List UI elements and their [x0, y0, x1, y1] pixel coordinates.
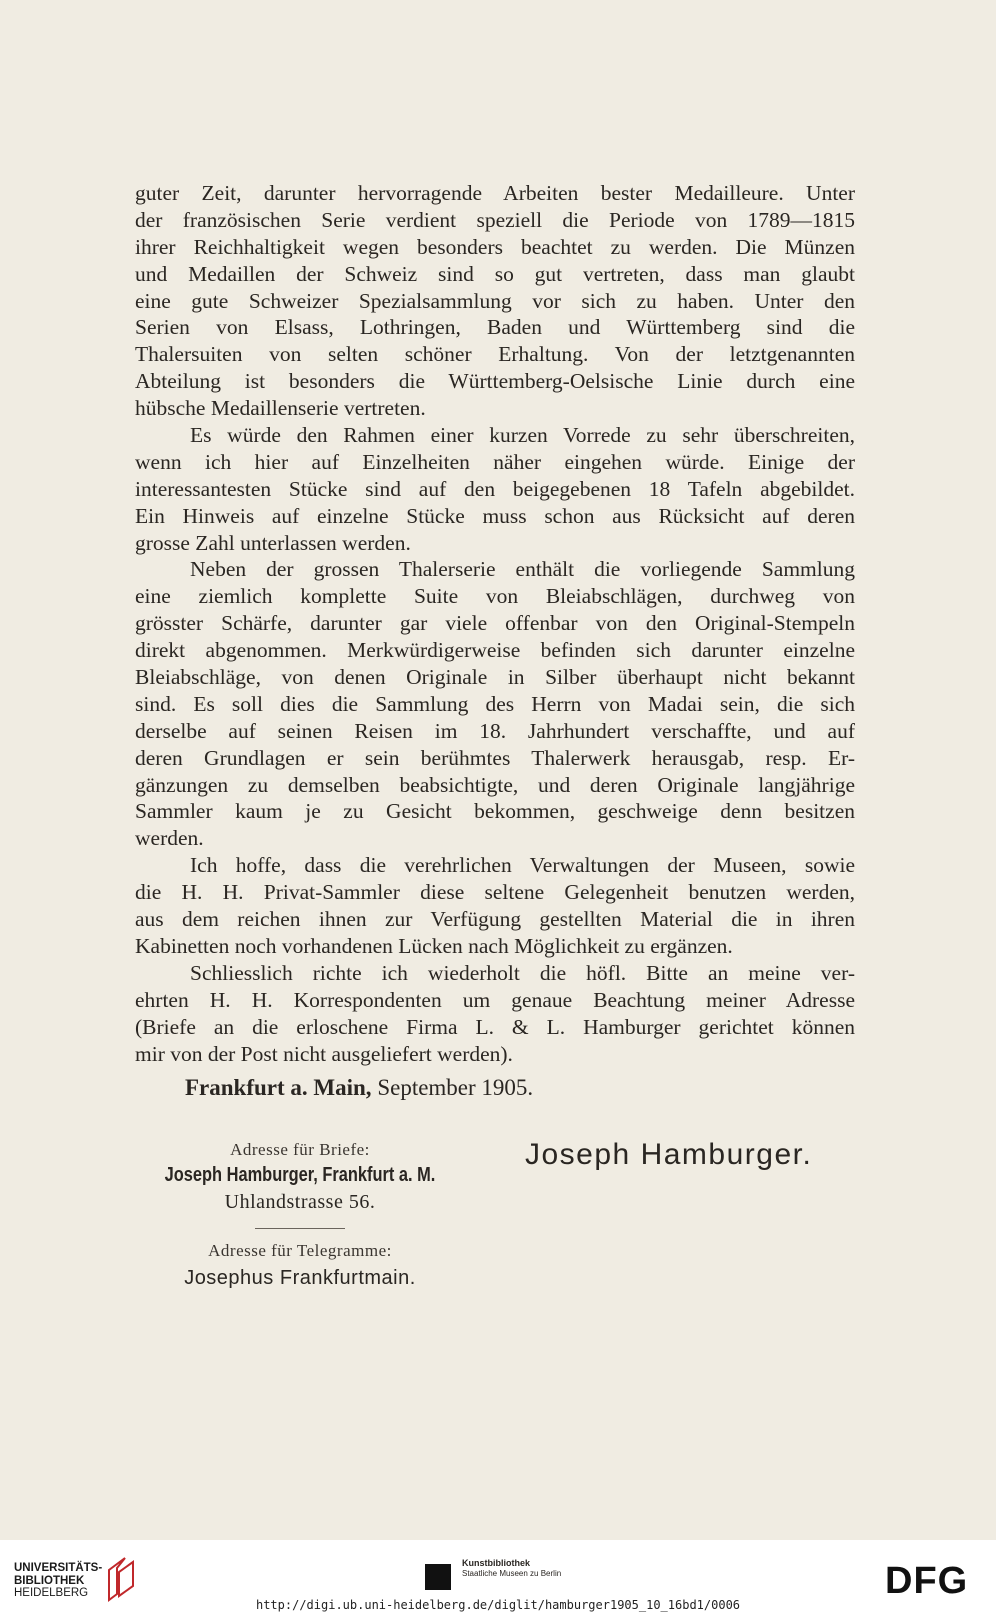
text-line: grosse Zahl unterlassen werden.	[135, 530, 411, 555]
text-line: ihrer Reichhaltigkeit wegen besonders beachtet zu werden. Die Münzen	[135, 234, 855, 259]
text-line: Thalersuiten von selten schöner Erhaltung. Von der letztgenannten	[135, 342, 855, 367]
text-line: direkt abgenommen. Merkwürdigerweise befinden sich darunter einzelne	[135, 638, 855, 663]
text-line: Schliesslich richte ich wiederholt die höfl. Bitte an meine ver-	[190, 960, 855, 985]
text-line: sind. Es soll dies die Sammlung des Herrn von Madai sein, die sich	[135, 691, 855, 716]
text-line: interessantesten Stücke sind auf den beigegebenen 18 Tafeln abgebildet.	[135, 476, 855, 501]
ub-logo-line3: HEIDELBERG	[14, 1587, 89, 1599]
text-line: und Medaillen der Schweiz sind so gut vertreten, dass man glaubt	[135, 261, 855, 286]
kunstbibliothek-name: Kunstbibliothek	[462, 1558, 530, 1568]
closing-place: Frankfurt a. Main,	[185, 1075, 372, 1100]
closing-date: September 1905.	[377, 1075, 534, 1100]
text-line: derselbe auf seinen Reisen im 18. Jahrhundert verschaffte, und auf	[135, 718, 855, 743]
text-line: Kabinetten noch vorhandenen Lücken nach Möglichkeit zu ergänzen.	[135, 933, 733, 958]
text-line: (Briefe an die erloschene Firma L. & L. Hamburger gerichtet können	[135, 1014, 855, 1039]
ub-emblem-icon	[103, 1556, 137, 1604]
footer-bar	[0, 1540, 996, 1615]
address-divider	[255, 1228, 345, 1229]
kunstbibliothek-square-icon	[425, 1564, 451, 1590]
text-line: ehrten H. H. Korrespondenten um genaue Beachtung meiner Adresse	[135, 987, 855, 1012]
telegram-address: Josephus Frankfurtmain.	[184, 1267, 416, 1289]
letters-address-street: Uhlandstrasse 56.	[224, 1191, 376, 1213]
letters-address-label: Adresse für Briefe:	[230, 1140, 370, 1159]
letters-address-name: Joseph Hamburger, Frankfurt a. M.	[164, 1164, 436, 1186]
text-line: deren Grundlagen er sein berühmtes Thalerwerk herausgab, resp. Er-	[135, 745, 855, 770]
body-text	[135, 180, 855, 1067]
source-url[interactable]: http://digi.ub.uni-heidelberg.de/diglit/hamburger1905_10_16bd1/0006	[255, 1598, 741, 1612]
dfg-logo[interactable]: DFG	[885, 1560, 969, 1602]
text-line: Es würde den Rahmen einer kurzen Vorrede zu sehr überschreiten,	[190, 423, 855, 448]
ub-logo-line2: BIBLIOTHEK	[14, 1574, 85, 1587]
text-line: grösster Schärfe, darunter gar viele offenbar von den Original-Stempeln	[135, 611, 855, 636]
text-line: aus dem reichen ihnen zur Verfügung gestellten Material die in ihren	[135, 907, 855, 932]
text-line: Ich hoffe, dass die verehrlichen Verwaltungen der Museen, sowie	[190, 853, 855, 878]
text-line: mir von der Post nicht ausgeliefert werden).	[135, 1041, 513, 1066]
text-line: Neben der grossen Thalerserie enthält die vorliegende Sammlung	[190, 557, 855, 582]
text-line: Abteilung ist besonders die Württemberg-Oelsische Linie durch eine	[135, 369, 855, 394]
text-line: guter Zeit, darunter hervorragende Arbeiten bester Medailleure. Unter	[135, 181, 855, 205]
text-line: Sammler kaum je zu Gesicht bekommen, geschweige denn besitzen	[135, 799, 855, 824]
text-line: die H. H. Privat-Sammler diese seltene Gelegenheit benutzen werden,	[135, 880, 855, 905]
telegram-address-label: Adresse für Telegramme:	[208, 1241, 392, 1260]
signature: Joseph Hamburger.	[525, 1138, 813, 1171]
text-line: gänzungen zu demselben beabsichtigte, und deren Originale langjährige	[135, 772, 855, 797]
text-line: Serien von Elsass, Lothringen, Baden und Württemberg sind die	[135, 315, 855, 340]
text-line: Ein Hinweis auf einzelne Stücke muss schon aus Rücksicht auf deren	[135, 503, 855, 528]
address-block	[130, 1140, 470, 1290]
text-line: Bleiabschläge, von denen Originale in Silber überhaupt nicht bekannt	[135, 665, 855, 690]
text-line: der französischen Serie verdient speziell die Periode von 1789—1815	[135, 207, 855, 232]
place-date-line	[185, 1075, 533, 1101]
ub-logo-line1: UNIVERSITÄTS-	[14, 1562, 103, 1574]
text-line: eine ziemlich komplette Suite von Bleiabschlägen, durchweg von	[135, 584, 855, 609]
ub-heidelberg-logo[interactable]	[14, 1562, 102, 1600]
text-line: wenn ich hier auf Einzelheiten näher eingehen würde. Einige der	[135, 449, 855, 474]
text-line: eine gute Schweizer Spezialsammlung vor sich zu haben. Unter den	[135, 288, 855, 313]
text-line: werden.	[135, 826, 204, 851]
text-line: hübsche Medaillenserie vertreten.	[135, 396, 426, 421]
kunstbibliothek-subtitle: Staatliche Museen zu Berlin	[462, 1569, 562, 1578]
